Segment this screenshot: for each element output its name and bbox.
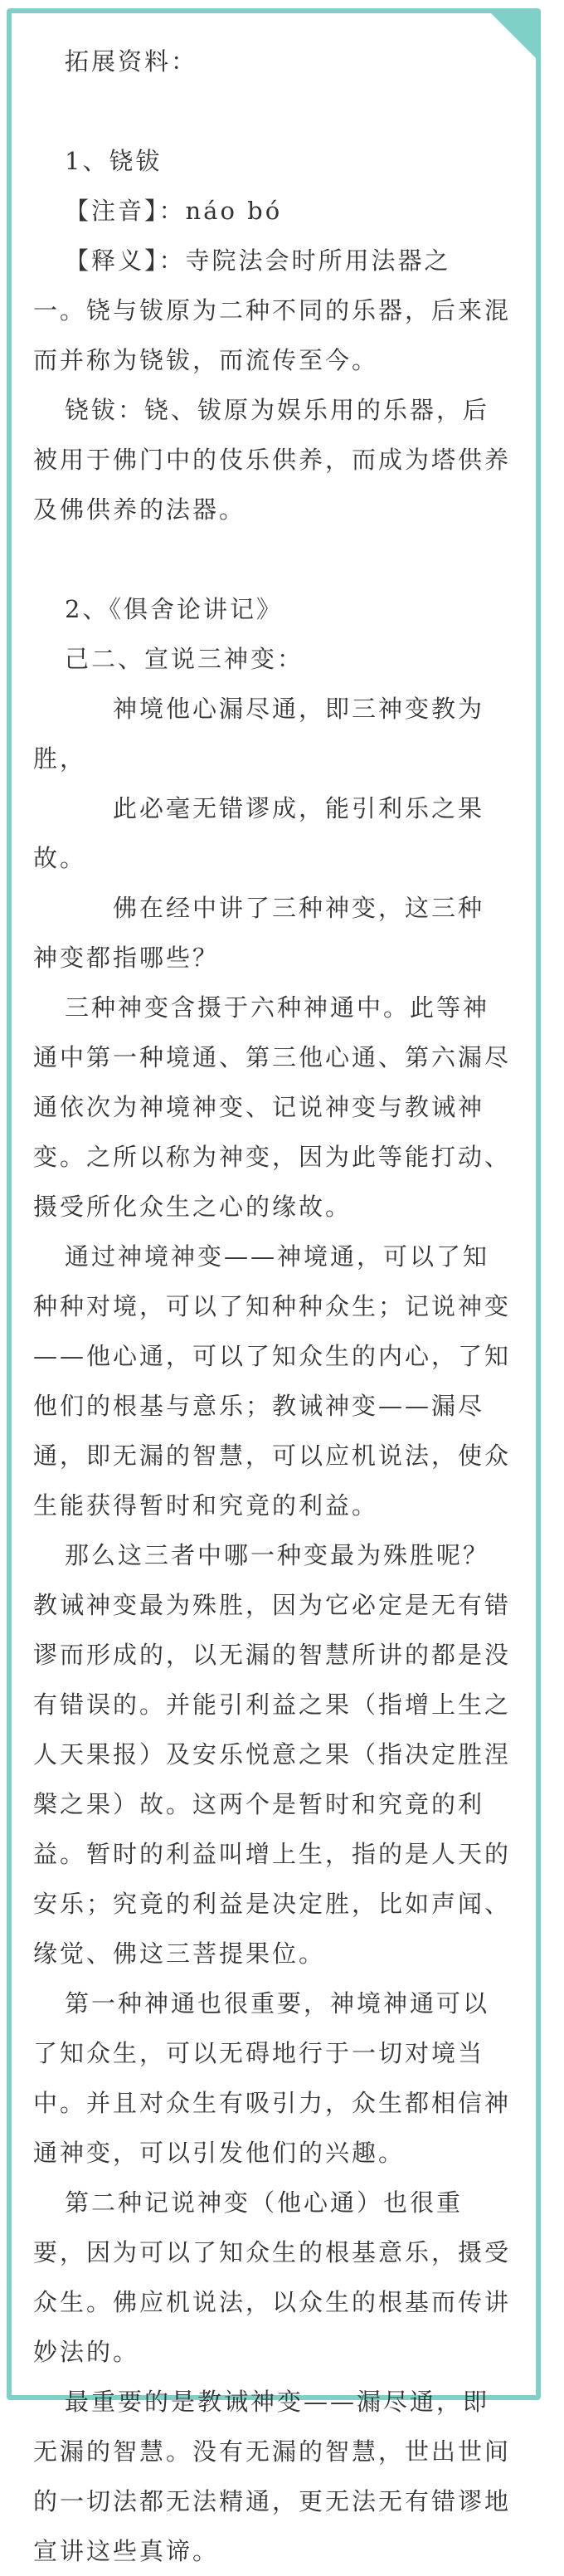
- text-line: 益。暂时的利益叫增上生，指的是人天的: [33, 1840, 512, 1868]
- text-line: 无漏的智慧。没有无漏的智慧，世出世间: [33, 2437, 512, 2466]
- text-line: 通依次为神境神变、记说神变与教诫神: [33, 1093, 485, 1121]
- text-line: 【释义】：寺院法会时所用法器之: [65, 246, 451, 275]
- text-line: 要，因为可以了知众生的根基意乐，摄受: [33, 2238, 512, 2266]
- text-line: 1、铙钹: [65, 147, 163, 175]
- text-line: 那么这三者中哪一种变最为殊胜呢？: [65, 1541, 490, 1569]
- text-line: 胜，: [33, 744, 87, 773]
- text-line: 缘觉、佛这三菩提果位。: [33, 1939, 326, 1968]
- text-line: 神变都指哪些？: [33, 944, 220, 972]
- text-line: 生能获得暂时和究竟的利益。: [33, 1491, 379, 1520]
- text-line: 了知众生，可以无碍地行于一切对境当: [33, 2039, 485, 2067]
- text-line: 宣讲这些真谛。: [33, 2537, 220, 2565]
- text-line: 及佛供养的法器。: [33, 495, 246, 524]
- text-line: 三种神变含摄于六种神通中。此等神: [65, 993, 490, 1022]
- text-line: 最重要的是教诫神变——漏尽通，即: [65, 2388, 490, 2416]
- text-line: 而并称为铙钹，而流传至今。: [33, 346, 379, 374]
- text-line: 人天果报）及安乐悦意之果（指决定胜涅: [33, 1740, 512, 1769]
- text-line: 己二、宣说三神变：: [65, 645, 304, 673]
- text-line: 谬而形成的，以无漏的智慧所讲的都是没: [33, 1641, 512, 1669]
- text-line: 教诫神变最为殊胜，因为它必定是无有错: [33, 1591, 512, 1619]
- blank-line: [33, 534, 513, 584]
- text-line: 的一切法都无法精通，更无法无有错谬地: [33, 2487, 512, 2515]
- text-line: 通中第一种境通、第三他心通、第六漏尽: [33, 1043, 512, 1071]
- text-line: 摄受所化众生之心的缘故。: [33, 1193, 352, 1221]
- text-line: 众生。佛应机说法，以众生的根基而传讲: [33, 2288, 512, 2316]
- text-line: 第二种记说神变（他心通）也很重: [65, 2188, 464, 2217]
- text-line: 第一种神通也很重要，神境神通可以: [65, 1989, 490, 2017]
- text-line: 铙钹：铙、钹原为娱乐用的乐器，后: [65, 396, 490, 424]
- text-line: 种种对境，可以了知种种众生；记说神变: [33, 1292, 512, 1320]
- text-line: 安乐；究竟的利益是决定胜，比如声闻、: [33, 1890, 512, 1918]
- text-line: 2、《俱舍论讲记》: [65, 595, 283, 623]
- text-line: 此必毫无错谬成，能引利乐之果: [113, 794, 485, 822]
- text-line: 槃之果）故。这两个是暂时和究竟的利: [33, 1790, 485, 1818]
- text-line: 神境他心漏尽通，即三神变教为: [113, 695, 485, 723]
- text-line: 有错误的。并能引利益之果（指增上生之: [33, 1690, 512, 1719]
- article-body: [33, 37, 513, 2576]
- text-line: 通，即无漏的智慧，可以应机说法，使众: [33, 1442, 512, 1470]
- blank-line: [33, 86, 513, 136]
- text-line: 他们的根基与意乐；教诫神变——漏尽: [33, 1392, 485, 1420]
- text-line: 中。并且对众生有吸引力，众生都相信神: [33, 2089, 512, 2117]
- text-line: 妙法的。: [33, 2338, 140, 2366]
- text-line: 通过神境神变——神境通，可以了知: [65, 1242, 490, 1271]
- text-line: 通神变，可以引发他们的兴趣。: [33, 2139, 406, 2167]
- text-line: ——他心通，可以了知众生的内心，了知: [33, 1342, 512, 1370]
- text-line: 拓展资料：: [65, 47, 198, 76]
- text-line: 被用于佛门中的伎乐供养，而成为塔供养: [33, 446, 512, 474]
- text-line: 一。铙与钹原为二种不同的乐器，后来混: [33, 296, 512, 324]
- text-line: 故。: [33, 844, 87, 872]
- text-line: 变。之所以称为神变，因为此等能打动、: [33, 1143, 512, 1171]
- text-line: 【注音】：náo bó: [65, 197, 283, 225]
- text-line: 佛在经中讲了三种神变，这三种: [113, 894, 485, 922]
